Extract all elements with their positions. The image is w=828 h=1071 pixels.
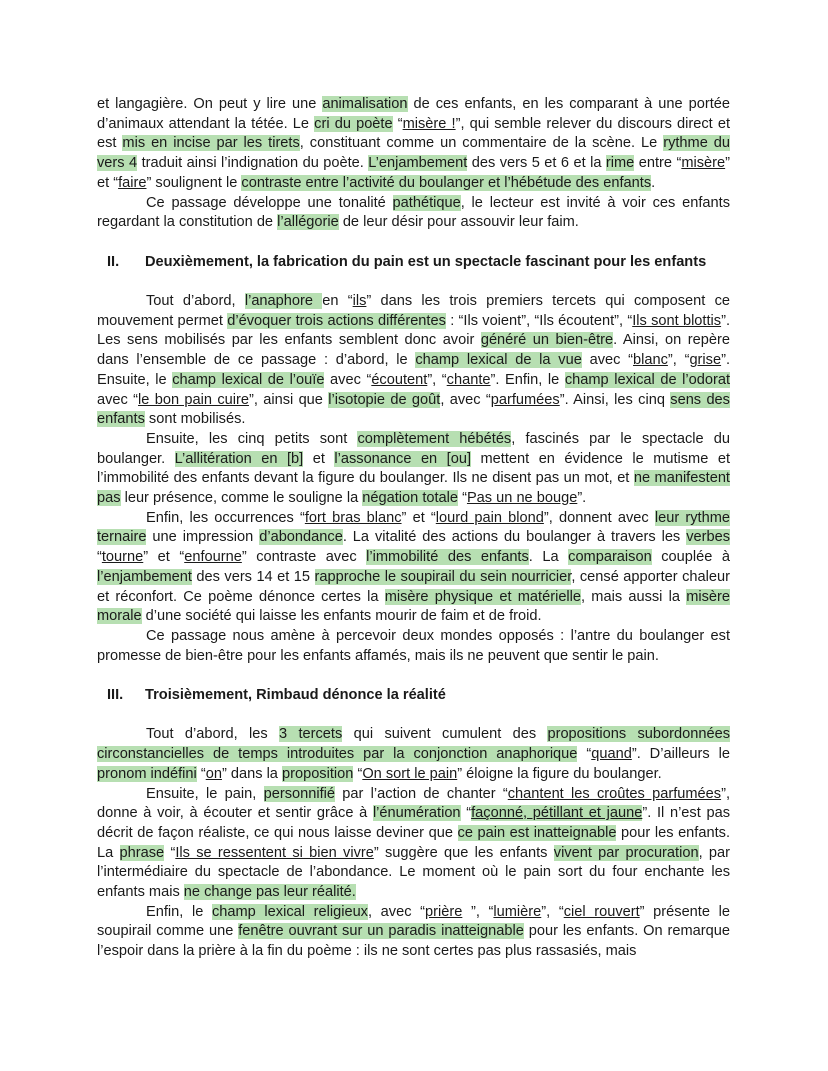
paragraph — [97, 194, 730, 233]
text-run: leur présence, comme le souligne la — [120, 490, 363, 507]
text-run: “ — [458, 490, 467, 507]
highlighted-text: misère physique et matérielle — [384, 588, 582, 605]
highlighted-text: sens des enfants — [97, 391, 730, 428]
highlighted-text: complètement hébétés — [357, 430, 512, 447]
text-run: ” dans la — [221, 765, 282, 782]
text-run: couplée à — [651, 549, 730, 566]
text-run: “ — [164, 844, 176, 861]
text-run: ”, qui semble relever du discours direct et est — [97, 115, 730, 152]
paragraph — [97, 95, 730, 194]
text-run: Tout d’abord, — [146, 292, 245, 309]
section-spacer — [97, 272, 730, 292]
text-run: “ — [577, 746, 592, 763]
highlighted-text: fenêtre ouvrant sur un paradis inatteignable — [238, 923, 524, 940]
text-run: ”, “ — [667, 352, 690, 369]
text-run: “ — [196, 765, 206, 782]
highlighted-text: propositions subordonnées circonstancielles de temps introduites par la conjonction anaphorique — [97, 726, 731, 763]
text-run: qui suivent cumulent des — [342, 726, 548, 743]
highlighted-text: verbes — [686, 529, 730, 546]
text-run: ”. D’ailleurs le — [631, 746, 731, 763]
section-number: II. — [107, 253, 120, 270]
section-title: Deuxièmement, la fabrication du pain est un spectacle fascinant pour les enfants — [145, 253, 707, 270]
quoted-text: grise — [689, 352, 722, 369]
highlighted-text: L’enjambement — [368, 155, 468, 172]
text-run: ”. Enfin, le — [490, 371, 565, 388]
text-run: “ — [460, 805, 472, 822]
section-heading — [97, 253, 730, 273]
highlighted-text: misère morale — [97, 588, 730, 625]
quoted-text: parfumées — [490, 391, 560, 408]
text-run: sont mobilisés. — [144, 411, 246, 428]
text-run: “ — [392, 115, 403, 132]
text-run: “ — [97, 549, 102, 566]
highlighted-text: ce pain est inatteignable — [457, 824, 617, 841]
section-number: III. — [107, 687, 124, 704]
text-run: ” éloigne la figure du boulanger. — [457, 765, 662, 782]
text-run: ” et “ — [143, 549, 185, 566]
text-run: ” présente le soupirail comme une — [97, 903, 730, 940]
text-run: ”. — [577, 490, 587, 507]
text-run: Enfin, le — [146, 903, 212, 920]
text-run: . — [651, 174, 656, 191]
text-run: d’une société qui laisse les enfants mourir de faim et de froid. — [141, 608, 542, 625]
text-run: traduit ainsi l’indignation du poète. — [137, 155, 369, 172]
text-run: ” soulignent le — [146, 174, 242, 191]
quoted-text: le bon pain cuire — [138, 391, 249, 408]
highlighted-text: rime — [605, 155, 635, 172]
quoted-text: blanc — [633, 352, 668, 369]
text-column — [97, 95, 730, 962]
text-run: de ces enfants, en les comparant à une portée d’animaux attendant la tétée. Le — [97, 96, 731, 132]
quoted-text: tourne — [101, 549, 144, 566]
paragraph — [97, 430, 730, 509]
text-run: et langagière. On peut y lire une — [97, 96, 323, 112]
quoted-text: ciel rouvert — [563, 903, 640, 920]
section-spacer — [97, 233, 730, 253]
text-run: . La — [528, 549, 569, 566]
text-run: avec “ — [324, 371, 372, 388]
quoted-text: lourd pain blond — [435, 509, 544, 526]
quoted-text: fort bras blanc — [304, 509, 402, 526]
highlighted-text: d’abondance — [259, 529, 343, 546]
text-run: des vers 14 et 15 — [191, 568, 315, 585]
highlighted-text: façonné, pétillant et jaune — [471, 805, 643, 822]
text-run: ” suggère que les enfants — [373, 844, 554, 861]
text-run: et — [303, 450, 335, 467]
text-run: , constituant comme un commentaire de la scène. Le — [299, 135, 664, 152]
highlighted-text: ne manifestent pas — [97, 470, 730, 507]
text-run: pour les enfants. La — [97, 824, 730, 861]
quoted-text: ils — [352, 292, 367, 309]
paragraph — [97, 627, 730, 666]
text-run: , censé apporter chaleur et réconfort. Ce poème dénonce certes la — [97, 568, 730, 605]
text-run: ”, donne à voir, à écouter et sentir grâce à — [97, 785, 730, 822]
highlighted-text: pronom indéfini — [97, 765, 197, 782]
highlighted-text: l’immobilité des enfants — [366, 549, 529, 566]
highlighted-text: leur rythme ternaire — [97, 509, 730, 546]
quoted-text: quand — [591, 746, 632, 763]
section-spacer — [97, 706, 730, 726]
highlighted-text: généré un bien-être — [480, 332, 614, 349]
text-run: Tout d’abord, les — [146, 726, 280, 743]
text-run: des vers 5 et 6 et la — [467, 155, 606, 172]
paragraph — [97, 785, 730, 903]
paragraph — [97, 903, 730, 962]
paragraph — [97, 292, 730, 430]
quoted-text: enfourne — [184, 549, 242, 566]
text-run: pour les enfants. On remarque l’espoir dans la prière à la fin du poème : ils ne sont certes pas plus rassasiés, mais — [97, 923, 730, 960]
highlighted-text: champ lexical de l’odorat — [564, 371, 731, 388]
section-title: Troisièmement, Rimbaud dénonce la réalité — [145, 687, 446, 704]
highlighted-text: contraste entre l’activité du boulanger et l’hébétude des enfants — [241, 174, 652, 191]
text-run: : “Ils voient”, “Ils écoutent”, “ — [445, 312, 633, 329]
text-run: . Ainsi, on repère dans l’ensemble de ce passage : d’abord, le — [97, 332, 730, 369]
quoted-text: misère — [681, 155, 726, 172]
quoted-text: Ils se ressentent si bien vivre — [175, 844, 374, 861]
text-run: “ — [353, 765, 363, 782]
text-run: avec “ — [97, 391, 139, 408]
quoted-text: On sort le pain — [362, 765, 458, 782]
text-run: ” contraste avec — [241, 549, 367, 566]
text-run: ”, ainsi que — [248, 391, 329, 408]
text-run: , le lecteur est invité à voir ces enfants regardant la constitution de — [97, 194, 730, 231]
text-run: ”, donnent avec — [543, 509, 655, 526]
text-run: Ensuite, le pain, — [146, 785, 264, 802]
highlighted-text: l’anaphore — [244, 292, 323, 309]
paragraph — [97, 509, 730, 627]
text-run: ”. Ensuite, le — [97, 352, 730, 388]
highlighted-text: vivent par procuration — [553, 844, 699, 861]
text-run: , par l’intermédiaire du spectacle de l’abondance. Le moment où le pain sort du four enchante les enfants mais — [97, 844, 731, 901]
text-run: ”, “ — [462, 903, 494, 920]
text-run: Ensuite, les cinq petits sont — [146, 430, 358, 447]
section-spacer — [97, 666, 730, 686]
highlighted-text: animalisation — [322, 96, 408, 112]
text-run: avec “ — [581, 352, 634, 369]
text-run: , fascinés par le spectacle du boulanger. — [97, 430, 730, 467]
highlighted-text: champ lexical de la vue — [415, 352, 582, 369]
text-run: , avec “ — [440, 391, 491, 408]
highlighted-text: comparaison — [568, 549, 652, 566]
quoted-text: écoutent — [371, 371, 428, 388]
highlighted-text: négation totale — [362, 490, 459, 507]
text-run: ”, “ — [427, 371, 447, 388]
quoted-text: faire — [118, 174, 147, 191]
text-run: entre “ — [634, 155, 682, 172]
highlighted-text: 3 tercets — [279, 726, 343, 743]
quoted-text: Pas un ne bouge — [466, 490, 578, 507]
highlighted-text: proposition — [281, 765, 354, 782]
text-run: ”. Ainsi, les cinq — [559, 391, 671, 408]
quoted-text: lumière — [493, 903, 542, 920]
text-run: ” et “ — [97, 155, 730, 191]
highlighted-text: ne change pas leur réalité. — [183, 884, 356, 901]
highlighted-text: l’énumération — [372, 805, 461, 822]
highlighted-text: rapproche le soupirail du sein nourricier — [314, 568, 572, 585]
highlighted-text: champ lexical de l’ouïe — [172, 371, 325, 388]
highlighted-text: l’enjambement — [97, 568, 192, 585]
quoted-text: prière — [425, 903, 463, 920]
quoted-text: chantent les croûtes parfumées — [507, 785, 722, 802]
text-run: de leur désir pour assouvir leur faim. — [338, 214, 579, 231]
highlighted-text: phrase — [119, 844, 165, 861]
quoted-text: chante — [446, 371, 491, 388]
text-run: ” dans les trois premiers tercets qui composent ce mouvement permet — [97, 292, 730, 329]
quoted-text: on — [205, 765, 222, 782]
text-run: Ce passage développe une tonalité — [146, 194, 393, 211]
text-run: ”. Les sens mobilisés par les enfants semblent donc avoir — [97, 312, 730, 349]
highlighted-text: personnifié — [263, 785, 336, 802]
text-run: Enfin, les occurrences “ — [146, 509, 305, 526]
highlighted-text: L’allitération en [b] — [174, 450, 304, 467]
text-run: par l’action de chanter “ — [335, 785, 508, 802]
text-run: , mais aussi la — [581, 588, 687, 605]
highlighted-text: cri du poète — [314, 115, 393, 132]
highlighted-text: l’allégorie — [277, 214, 339, 231]
text-run: . La vitalité des actions du boulanger à travers les — [342, 529, 687, 546]
text-run: ”. Il n’est pas décrit de façon réaliste, ce qui nous laisse deviner que — [97, 805, 730, 841]
paragraph — [97, 725, 730, 784]
highlighted-text: champ lexical religieux — [211, 903, 368, 920]
text-run: en “ — [322, 292, 353, 309]
text-run: une impression — [146, 529, 260, 546]
text-run: mettent en évidence le mutisme et l’immobilité des enfants devant la figure du boulanger. Ils ne disent pas un mot, et — [97, 450, 731, 487]
highlighted-text: pathétique — [392, 194, 461, 211]
text-run: ” et “ — [401, 509, 436, 526]
quoted-text: misère ! — [402, 115, 456, 132]
highlighted-text: rythme du vers 4 — [97, 135, 731, 172]
text-run: Ce passage nous amène à percevoir deux mondes opposés : l’antre du boulanger est promesse de bien-être pour les enfants affamés, mais ils ne peuvent que sentir le pain. — [97, 627, 730, 664]
text-run: , avec “ — [367, 903, 426, 920]
highlighted-text: mis en incise par les tirets — [122, 135, 300, 152]
text-run: ”, “ — [541, 903, 564, 920]
highlighted-text: l’assonance en [ou] — [334, 450, 472, 467]
section-heading — [97, 686, 730, 706]
highlighted-text: d’évoquer trois actions différentes — [227, 312, 446, 329]
highlighted-text: l’isotopie de goût — [328, 391, 441, 408]
quoted-text: Ils sont blottis — [632, 312, 722, 329]
